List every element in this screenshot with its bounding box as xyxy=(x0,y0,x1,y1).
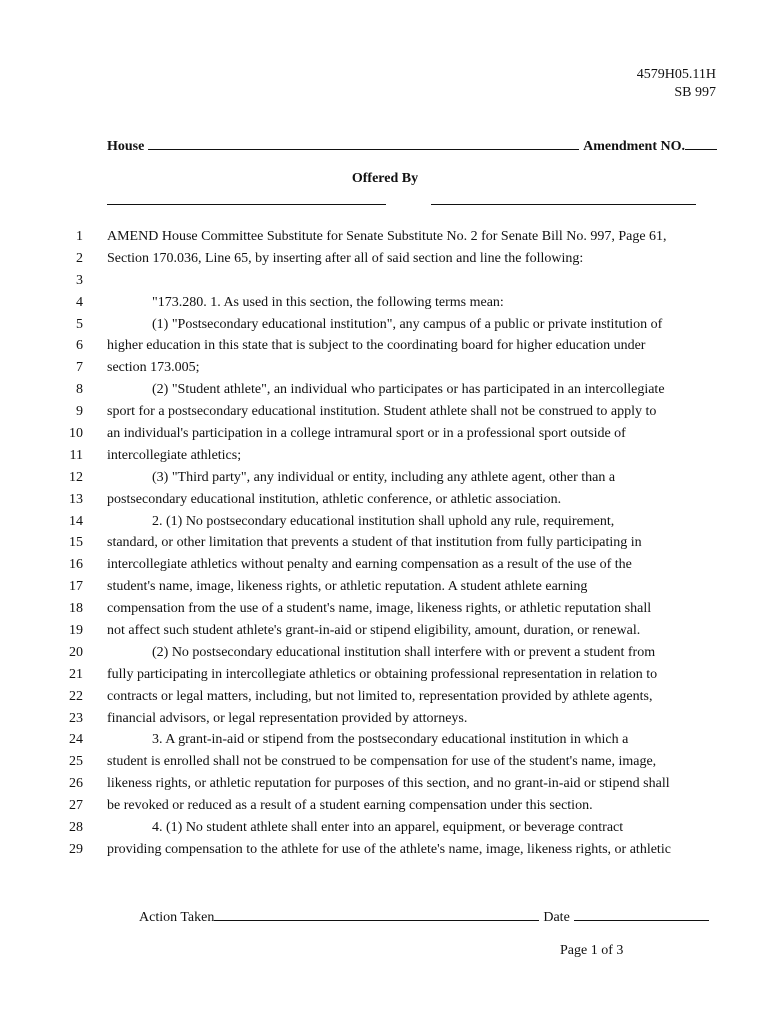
line-text: (2) No postsecondary educational institution shall interfere with or prevent a student from xyxy=(152,644,656,660)
line-number: 6 xyxy=(76,338,83,354)
line-number: 13 xyxy=(69,491,83,507)
page-number: Page 1 of 3 xyxy=(560,943,624,958)
text-line xyxy=(0,270,770,292)
line-text: student's name, image, likeness rights, or athletic reputation. A student athlete earning xyxy=(107,579,588,595)
line-number: 16 xyxy=(69,557,83,573)
line-text: AMEND House Committee Substitute for Senate Substitute No. 2 for Senate Bill No. 997, Page 61, xyxy=(107,229,667,244)
text-line xyxy=(0,795,770,817)
text-line xyxy=(0,686,770,708)
line-text: an individual's participation in a college intramural sport or in a professional sport outside of xyxy=(107,426,626,442)
text-line xyxy=(0,379,770,401)
date-blank xyxy=(574,906,709,921)
text-line xyxy=(0,314,770,336)
line-text: fully participating in intercollegiate athletics or obtaining professional representation in relation to xyxy=(107,666,658,682)
text-line xyxy=(0,554,770,576)
line-text: providing compensation to the athlete for use of the athlete's name, image, likeness rights, or athletic xyxy=(107,841,671,857)
action-taken-blank xyxy=(214,906,539,921)
text-line xyxy=(0,576,770,598)
text-line xyxy=(0,445,770,467)
line-number: 9 xyxy=(76,404,83,420)
text-line xyxy=(0,708,770,730)
line-text: intercollegiate athletics without penalty and earning compensation as a result of the use of the xyxy=(107,557,632,573)
line-number: 21 xyxy=(69,666,83,682)
line-number: 1 xyxy=(76,229,83,244)
action-taken-line xyxy=(139,906,717,926)
line-number: 10 xyxy=(69,426,83,442)
house-label: House xyxy=(107,139,145,154)
text-line xyxy=(0,729,770,751)
line-text: (1) "Postsecondary educational institution", any campus of a public or private institution of xyxy=(152,316,663,332)
line-text: intercollegiate athletics; xyxy=(107,447,242,463)
text-line xyxy=(0,248,770,270)
line-text: (3) "Third party", any individual or entity, including any athlete agent, other than a xyxy=(152,469,616,485)
line-number: 20 xyxy=(69,644,83,660)
line-number: 14 xyxy=(69,513,83,529)
line-text: postsecondary educational institution, athletic conference, or athletic association. xyxy=(107,491,562,507)
line-number: 24 xyxy=(69,732,83,748)
line-number: 18 xyxy=(69,601,83,617)
line-number: 26 xyxy=(69,776,83,792)
line-text: 2. (1) No postsecondary educational institution shall uphold any rule, requirement, xyxy=(152,513,615,529)
line-text: not affect such student athlete's grant-in-aid or stipend eligibility, amount, duration, or renewal. xyxy=(107,623,641,639)
text-line xyxy=(0,467,770,489)
line-number: 8 xyxy=(76,382,83,398)
text-line xyxy=(0,401,770,423)
line-number: 7 xyxy=(76,360,83,376)
line-text: student is enrolled shall not be construed to be compensation for use of the student's name, image, xyxy=(107,754,657,770)
text-line xyxy=(0,839,770,861)
line-number: 5 xyxy=(76,316,83,332)
text-line xyxy=(0,226,770,248)
line-text: 4. (1) No student athlete shall enter into an apparel, equipment, or beverage contract xyxy=(152,820,624,836)
text-line xyxy=(0,357,770,379)
line-number: 28 xyxy=(69,820,83,836)
text-line xyxy=(0,423,770,445)
line-text: be revoked or reduced as a result of a student earning compensation under this section. xyxy=(107,798,593,814)
line-number: 23 xyxy=(69,710,83,726)
amendment-number-blank xyxy=(685,135,717,150)
text-line xyxy=(0,642,770,664)
text-line xyxy=(0,773,770,795)
line-number: 3 xyxy=(76,272,83,288)
text-line xyxy=(0,620,770,642)
line-number: 22 xyxy=(69,688,83,704)
line-text: standard, or other limitation that prevents a student of that institution from fully participating in xyxy=(107,535,642,551)
text-line xyxy=(0,489,770,511)
house-blank-field xyxy=(148,135,579,150)
line-number: 25 xyxy=(69,754,83,770)
offered-by-signature-line-right xyxy=(431,204,696,205)
offered-by-signature-line-left xyxy=(107,204,386,205)
line-text: likeness rights, or athletic reputation for purposes of this section, and no grant-in-aid or stipend shall xyxy=(107,776,670,792)
line-text: compensation from the use of a student's name, image, likeness rights, or athletic reputation shall xyxy=(107,601,652,617)
line-number: 17 xyxy=(69,579,83,595)
text-line xyxy=(0,664,770,686)
offered-by-label: Offered By xyxy=(351,171,419,186)
line-number: 27 xyxy=(69,798,83,814)
line-text: section 173.005; xyxy=(107,360,200,376)
text-line xyxy=(0,751,770,773)
action-taken-label: Action Taken xyxy=(139,910,215,925)
text-line xyxy=(0,817,770,839)
line-number: 29 xyxy=(69,841,83,857)
line-text: 3. A grant-in-aid or stipend from the postsecondary educational institution in which a xyxy=(152,732,629,748)
line-text: Section 170.036, Line 65, by inserting after all of said section and line the following: xyxy=(107,250,584,266)
line-number: 2 xyxy=(76,250,83,266)
document-id-block xyxy=(637,66,716,102)
text-line xyxy=(0,511,770,533)
line-text: sport for a postsecondary educational institution. Student athlete shall not be construed to apply to xyxy=(107,404,657,420)
line-number: 19 xyxy=(69,623,83,639)
text-line xyxy=(0,532,770,554)
line-number: 15 xyxy=(69,535,83,551)
bill-number: SB 997 xyxy=(674,85,716,100)
text-line xyxy=(0,335,770,357)
line-number: 11 xyxy=(69,447,83,463)
line-text: higher education in this state that is subject to the coordinating board for higher education under xyxy=(107,338,646,354)
doc-code: 4579H05.11H xyxy=(636,67,716,82)
text-line xyxy=(0,598,770,620)
line-text: (2) "Student athlete", an individual who participates or has participated in an intercollegiate xyxy=(152,382,665,398)
amendment-text xyxy=(0,226,770,861)
line-text: "173.280. 1. As used in this section, the following terms mean: xyxy=(152,294,504,310)
amendment-label: Amendment NO. xyxy=(583,139,685,154)
date-label: Date xyxy=(543,910,570,925)
line-text: financial advisors, or legal representation provided by attorneys. xyxy=(107,710,468,726)
line-number: 4 xyxy=(76,294,83,310)
text-line xyxy=(0,292,770,314)
line-number: 12 xyxy=(69,469,83,485)
house-amendment-line xyxy=(107,135,717,155)
line-text: contracts or legal matters, including, but not limited to, representation provided by athlete agents, xyxy=(107,688,653,704)
